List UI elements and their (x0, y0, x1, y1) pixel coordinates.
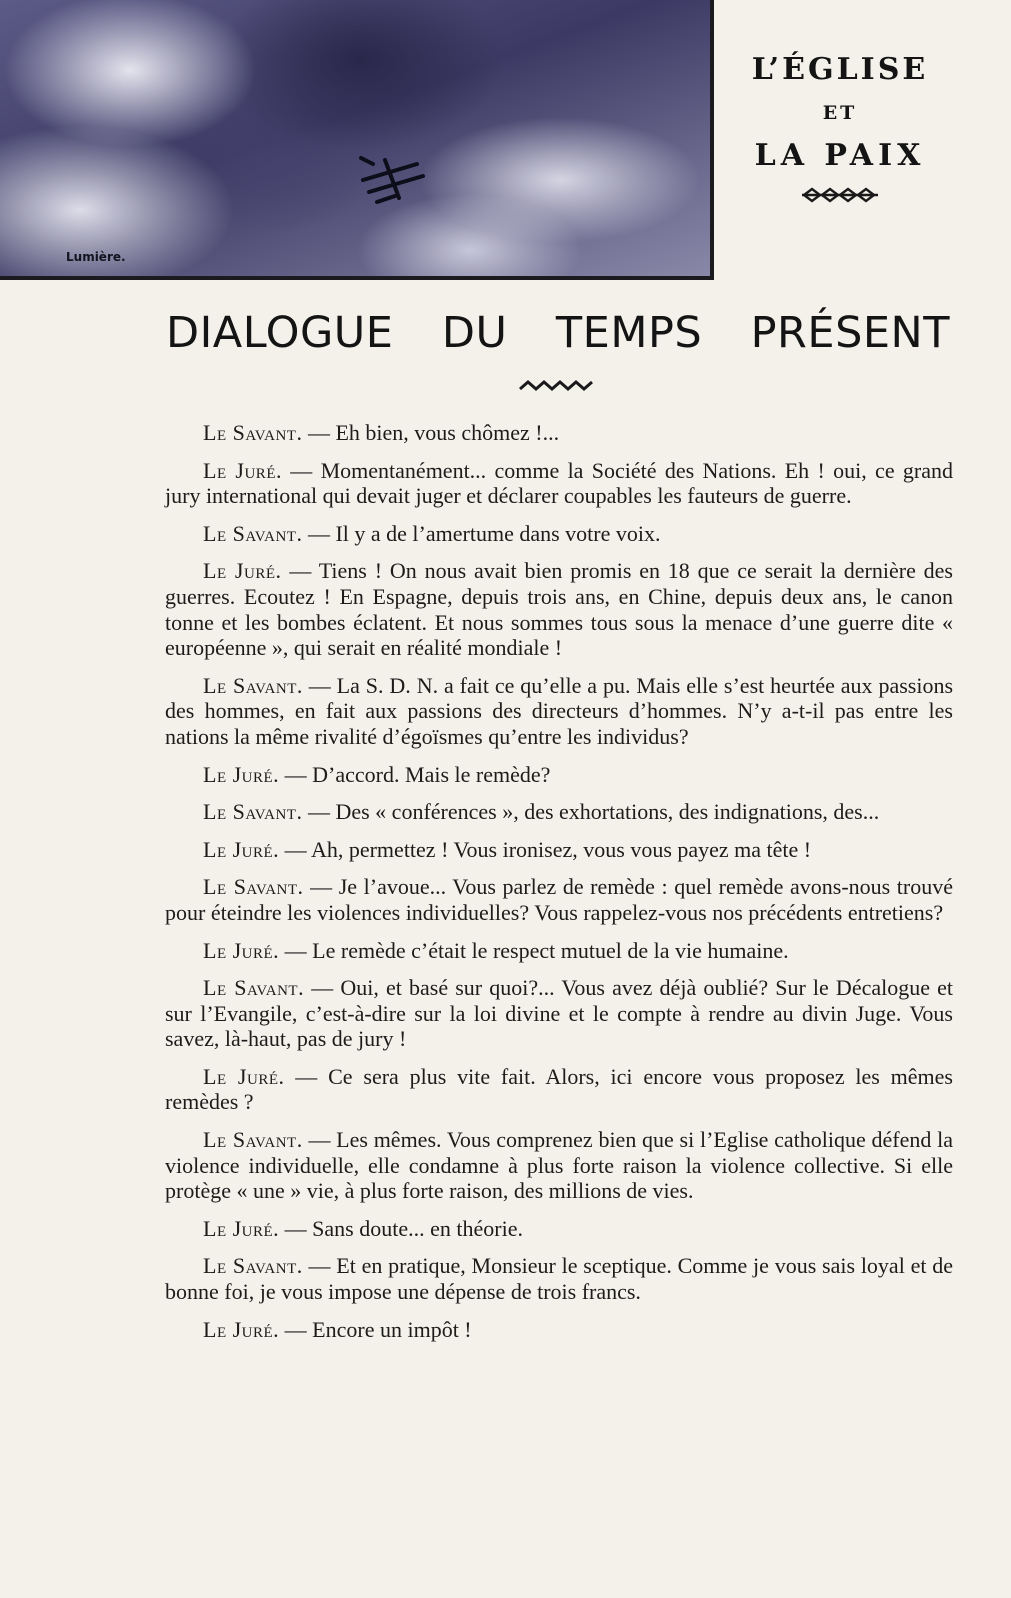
speaker-name: Le Savant. (203, 520, 303, 546)
line-text: — Il y a de l’amertume dans votre voix. (302, 520, 661, 546)
dialogue-line (165, 558, 953, 660)
speaker-name: Le Juré. (203, 836, 280, 862)
dialogue-line (165, 799, 953, 825)
dialogue-line (165, 874, 953, 925)
line-text: — Je l’avoue... Vous parlez de remède : quel remède avons-nous trouvé pour éteindre les violences individuelles? Vous rappelez-vous nos précédents entretiens? (165, 874, 953, 925)
speaker-name: Le Juré. (203, 761, 280, 787)
speaker-name: Le Juré. (203, 937, 280, 963)
speaker-name: Le Juré. (203, 1316, 280, 1342)
dialogue-line (165, 762, 953, 788)
line-text: — Momentanément... comme la Société des Nations. Eh ! oui, ce grand jury international qui devait juger et déclarer coupables les fauteurs de guerre. (165, 457, 953, 509)
speaker-name: Le Savant. (203, 975, 305, 1001)
speaker-name: Le Savant. (203, 672, 303, 698)
page-title: DIALOGUE DU TEMPS PRÉSENT (166, 308, 950, 358)
speaker-name: Le Savant. (203, 799, 303, 825)
line-text: — Encore un impôt ! (279, 1316, 472, 1342)
line-text: — Eh bien, vous chômez !... (302, 420, 560, 445)
ornament-icon (802, 186, 878, 204)
line-text: — La S. D. N. a fait ce qu’elle a pu. Mais elle s’est heurtée aux passions des hommes, en fait aux passions des directeurs d’hommes. N’y a-t-il pas entre les nations la même rivalité d’égoïsmes qu’entre les individus? (165, 672, 953, 749)
photo-credit: Lumière. (66, 250, 126, 264)
dialogue-line (165, 1127, 953, 1204)
line-text: — Sans doute... en théorie. (279, 1215, 523, 1241)
line-text: — Le remède c’était le respect mutuel de la vie humaine. (279, 937, 789, 963)
rubric-line-3: LA PAIX (754, 138, 926, 173)
dialogue-line (165, 1253, 953, 1304)
title-ornament-icon (518, 377, 594, 393)
rubric-line-2: ET (822, 102, 858, 124)
speaker-name: Le Savant. (203, 1127, 303, 1153)
speaker-name: Le Juré. (203, 1215, 280, 1241)
sky-photo-with-biplane (0, 0, 714, 280)
line-text: — Ah, permettez ! Vous ironisez, vous vous payez ma tête ! (279, 836, 812, 862)
rubric-line-1: L’ÉGLISE (751, 52, 929, 87)
speaker-name: Le Savant. (203, 1253, 303, 1279)
speaker-name: Le Savant. (203, 874, 304, 900)
dialogue-body (165, 420, 953, 1354)
speaker-name: Le Juré. (203, 457, 282, 483)
dialogue-line (165, 458, 953, 509)
speaker-name: Le Juré. (203, 1063, 285, 1089)
line-text: — Et en pratique, Monsieur le sceptique. Comme je vous sais loyal et de bonne foi, je vous impose une dépense de trois francs. (165, 1253, 953, 1305)
dialogue-line (165, 938, 953, 964)
dialogue-line (165, 420, 953, 446)
dialogue-line (165, 975, 953, 1052)
dialogue-line (165, 1216, 953, 1242)
line-text: — Des « conférences », des exhortations, des indignations, des... (302, 799, 880, 825)
line-text: — Ce sera plus vite fait. Alors, ici encore vous proposez les mêmes remèdes ? (165, 1063, 953, 1115)
dialogue-line (165, 521, 953, 547)
section-rubric (724, 50, 956, 204)
line-text: — D’accord. Mais le remède? (279, 761, 551, 787)
line-text: — Les mêmes. Vous comprenez bien que si l’Eglise catholique défend la violence individuelle, elle condamne à plus forte raison la violence collective. Si elle protège « une » vie, à plus forte raison, des millions de vies. (165, 1127, 953, 1204)
line-text: — Tiens ! On nous avait bien promis en 18 que ce serait la dernière des guerres. Ecoutez ! En Espagne, depuis trois ans, en Chine, depuis deux ans, le canon tonne et les bombes éclatent. Et nous sommes tous sous la menace d’une guerre dite « européenne », qui serait en réalité mondiale ! (165, 558, 953, 661)
dialogue-line (165, 1064, 953, 1115)
speaker-name: Le Savant. (203, 420, 303, 445)
dialogue-line (165, 837, 953, 863)
speaker-name: Le Juré. (203, 558, 282, 584)
dialogue-line (165, 1317, 953, 1343)
biplane-icon (355, 150, 435, 210)
dialogue-line (165, 673, 953, 750)
line-text: — Oui, et basé sur quoi?... Vous avez déjà oublié? Sur le Décalogue et sur l’Evangile, c’est-à-dire sur la loi divine et le compte à rendre au divin Juge. Vous savez, là-haut, pas de jury ! (165, 975, 954, 1052)
